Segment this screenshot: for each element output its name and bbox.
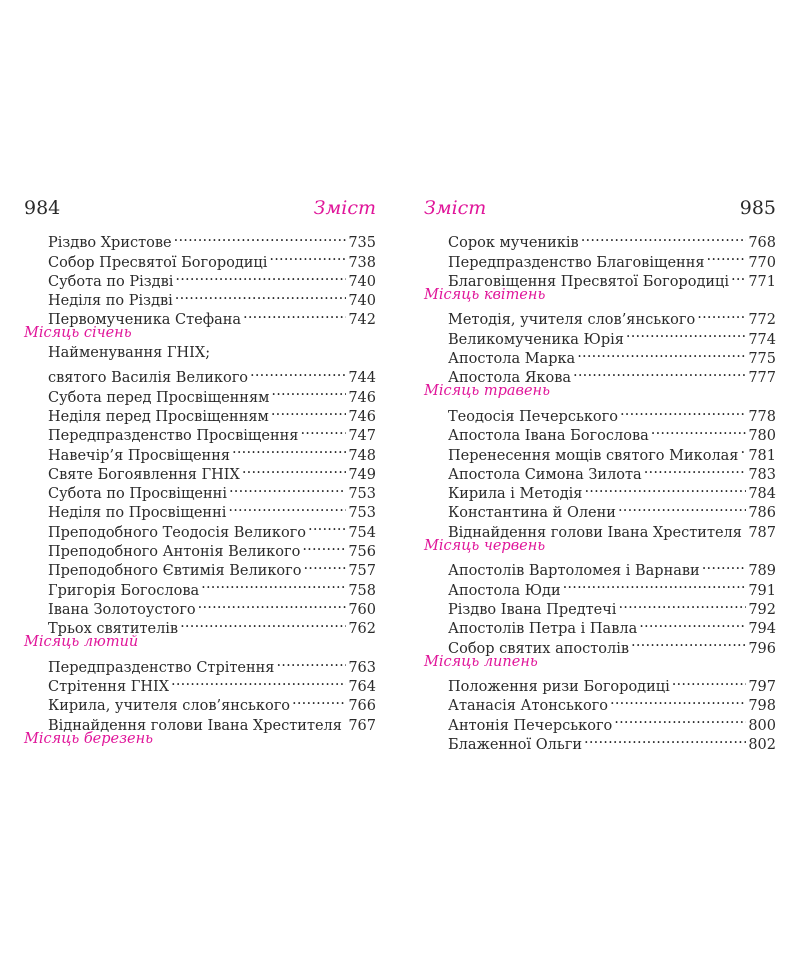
entry-title: Апостолів Вартоломея і Варнави xyxy=(448,563,700,580)
dot-leader xyxy=(577,344,746,363)
entry-page-number: 789 xyxy=(748,563,776,580)
entry-page-number: 802 xyxy=(748,737,776,754)
entry-page-number: 780 xyxy=(748,428,776,445)
entry-title: Апостолів Петра і Павла xyxy=(448,621,638,638)
right-page xyxy=(424,197,776,754)
toc-entry xyxy=(424,402,776,425)
entry-title: Антонія Печерського xyxy=(448,717,613,734)
entry-title: Благовіщення Пресвятої Богородиці xyxy=(448,273,730,290)
entry-title: Методія, учителя слов’янського xyxy=(448,312,696,329)
entry-page-number: 778 xyxy=(748,408,776,425)
entry-page-number: 766 xyxy=(348,698,376,715)
entry-title: Константина й Олени xyxy=(448,505,616,522)
dot-leader xyxy=(584,730,746,749)
entry-page-number: 772 xyxy=(748,312,776,329)
month-heading: Місяць лютий xyxy=(24,634,139,651)
entry-title: Стрітення ГНІХ xyxy=(48,679,170,696)
entry-title: Атанасія Атонського xyxy=(448,698,609,715)
entry-title: Великомученика Юрія xyxy=(448,331,624,348)
dot-leader xyxy=(618,498,746,517)
dot-leader xyxy=(672,672,747,691)
entry-title: Преподобного Теодосія Великого xyxy=(48,524,307,541)
dot-leader xyxy=(232,440,346,459)
running-head xyxy=(24,197,376,225)
entry-title: Святе Богоявлення ГНІХ xyxy=(48,466,240,483)
entry-page-number: 756 xyxy=(348,544,376,561)
running-title: Зміст xyxy=(424,197,487,219)
entry-page-number: 735 xyxy=(348,235,376,252)
dot-leader xyxy=(228,498,346,517)
entry-title: Сорок мучеників xyxy=(448,235,579,252)
dot-leader xyxy=(180,614,346,633)
entry-title: Неділя по Просвіщенні xyxy=(48,505,227,522)
dot-leader xyxy=(651,421,747,440)
entry-page-number: 774 xyxy=(748,331,776,348)
dot-leader xyxy=(644,460,747,479)
entry-page-number: 791 xyxy=(748,582,776,599)
dot-leader xyxy=(744,517,746,536)
dot-leader xyxy=(573,363,746,382)
dot-leader xyxy=(242,460,346,479)
dot-leader xyxy=(618,595,746,614)
dot-leader xyxy=(201,575,346,594)
entry-title: Перенесення мощів святого Миколая xyxy=(448,447,739,464)
entry-title: Різдво Христове xyxy=(48,235,172,252)
dot-leader xyxy=(308,517,346,536)
entry-title: Кирила, учителя слов’янського xyxy=(48,698,291,715)
entry-title: Субота по Просвіщенні xyxy=(48,486,227,503)
dot-leader xyxy=(302,537,346,556)
entry-title: Трьох святителів xyxy=(48,621,179,638)
entry-title: Івана Золотоустого xyxy=(48,601,196,618)
dot-leader xyxy=(292,691,346,710)
entry-page-number: 792 xyxy=(748,601,776,618)
entry-title: Преподобного Антонія Великого xyxy=(48,544,301,561)
page-number: 985 xyxy=(739,197,776,219)
toc-entry xyxy=(24,363,376,387)
toc-entry xyxy=(424,305,776,329)
month-heading: Місяць травень xyxy=(424,383,550,400)
month-heading: Місяць липень xyxy=(424,653,538,670)
entry-page-number: 783 xyxy=(748,466,776,483)
entry-title: Неділя перед Просвіщенням xyxy=(48,408,269,425)
entry-page-number: 757 xyxy=(348,563,376,580)
dot-leader xyxy=(614,710,746,729)
dot-leader xyxy=(229,479,346,498)
dot-leader xyxy=(271,382,346,401)
dot-leader xyxy=(631,633,746,652)
entry-page-number: 748 xyxy=(348,447,376,464)
dot-leader xyxy=(198,595,347,614)
entry-page-number: 753 xyxy=(348,486,376,503)
toc-entry xyxy=(24,653,376,676)
entry-title: Собор Пресвятої Богородиці xyxy=(48,254,268,271)
entry-page-number: 742 xyxy=(348,312,376,329)
entry-page-number: 747 xyxy=(348,428,376,445)
entry-page-number: 768 xyxy=(748,235,776,252)
entry-page-number: 787 xyxy=(748,524,776,541)
dot-leader xyxy=(271,402,347,421)
entry-page-number: 740 xyxy=(348,293,376,310)
entry-page-number: 800 xyxy=(748,717,776,734)
toc-entry xyxy=(424,672,776,696)
entry-page-number: 746 xyxy=(348,408,376,425)
entry-title: Блаженної Ольги xyxy=(448,737,582,754)
table-of-contents xyxy=(424,228,776,754)
toc-entry xyxy=(424,228,776,252)
entry-page-number: 798 xyxy=(748,698,776,715)
entry-page-number: 760 xyxy=(348,601,376,618)
dot-leader xyxy=(175,286,347,305)
entry-page-number: 786 xyxy=(748,505,776,522)
entry-page-number: 763 xyxy=(348,659,376,676)
dot-leader xyxy=(697,305,746,324)
entry-page-number: 753 xyxy=(348,505,376,522)
dot-leader xyxy=(620,402,746,421)
entry-title: Кирила і Методія xyxy=(448,486,583,503)
entry-title: Неділя по Різдві xyxy=(48,293,173,310)
left-page xyxy=(24,197,376,749)
entry-page-number: 784 xyxy=(748,486,776,503)
dot-leader xyxy=(731,267,746,286)
entry-page-number: 777 xyxy=(748,370,776,387)
dot-leader xyxy=(707,247,747,266)
page-number: 984 xyxy=(24,197,61,219)
dot-leader xyxy=(174,228,347,247)
entry-title: Апостола Юди xyxy=(448,582,561,599)
dot-leader xyxy=(243,305,346,324)
entry-page-number: 740 xyxy=(348,273,376,290)
entry-page-number: 758 xyxy=(348,582,376,599)
month-heading: Місяць січень xyxy=(24,325,132,342)
entry-title: Преподобного Євтимія Великого xyxy=(48,563,302,580)
entry-page-number: 738 xyxy=(348,254,376,271)
entry-page-number: 762 xyxy=(348,621,376,638)
entry-title: Віднайдення голови Івана Хрестителя xyxy=(48,717,342,734)
dot-leader xyxy=(740,440,746,459)
entry-title: Первомученика Стефана xyxy=(48,312,242,329)
entry-page-number: 754 xyxy=(348,524,376,541)
entry-title: Апостола Івана Богослова xyxy=(448,428,649,445)
entry-page-number: 770 xyxy=(748,254,776,271)
entry-title: Положення ризи Богородиці xyxy=(448,679,670,696)
entry-title: Передпразденство Благовіщення xyxy=(448,254,705,271)
dot-leader xyxy=(300,421,346,440)
entry-title: Апостола Симона Зилота xyxy=(448,466,642,483)
entry-page-number: 749 xyxy=(348,466,376,483)
month-heading: Місяць квітень xyxy=(424,286,546,303)
entry-title: Апостола Якова xyxy=(448,370,572,387)
toc-entry-title-line: Найменування ГНІХ; xyxy=(48,344,211,361)
running-head xyxy=(424,197,776,225)
toc-entry xyxy=(24,228,376,252)
dot-leader xyxy=(702,556,747,575)
entry-title: Віднайдення голови Івана Хрестителя xyxy=(448,524,742,541)
month-heading: Місяць березень xyxy=(24,730,154,747)
dot-leader xyxy=(581,228,747,247)
entry-title: Григорія Богослова xyxy=(48,582,200,599)
entry-title: Навечір’я Просвіщення xyxy=(48,447,231,464)
entry-page-number: 767 xyxy=(348,717,376,734)
dot-leader xyxy=(171,672,346,691)
entry-page-number: 764 xyxy=(348,679,376,696)
entry-page-number: 771 xyxy=(748,273,776,290)
dot-leader xyxy=(626,324,746,343)
dot-leader xyxy=(639,614,746,633)
entry-title: Собор святих апостолів xyxy=(448,640,630,657)
toc-entry xyxy=(424,556,776,580)
dot-leader xyxy=(563,575,747,594)
entry-title: Різдво Івана Предтечі xyxy=(448,601,617,618)
dot-leader xyxy=(175,267,346,286)
entry-title: святого Василія Великого xyxy=(48,370,249,387)
entry-title: Теодосія Печерського xyxy=(448,408,618,425)
entry-page-number: 744 xyxy=(348,370,376,387)
entry-title: Передпразденство Стрітення xyxy=(48,659,275,676)
month-heading: Місяць червень xyxy=(424,537,546,554)
entry-title: Передпразденство Просвіщення xyxy=(48,428,299,445)
entry-page-number: 781 xyxy=(748,447,776,464)
running-title: Зміст xyxy=(313,197,376,219)
entry-page-number: 746 xyxy=(348,389,376,406)
entry-title: Апостола Марка xyxy=(448,351,576,368)
entry-title: Субота перед Просвіщенням xyxy=(48,389,270,406)
entry-page-number: 775 xyxy=(748,351,776,368)
dot-leader xyxy=(303,556,346,575)
entry-page-number: 797 xyxy=(748,679,776,696)
dot-leader xyxy=(584,479,746,498)
dot-leader xyxy=(344,710,346,729)
dot-leader xyxy=(250,363,346,382)
dot-leader xyxy=(610,691,746,710)
entry-page-number: 794 xyxy=(748,621,776,638)
entry-title: Субота по Різдві xyxy=(48,273,174,290)
entry-page-number: 796 xyxy=(748,640,776,657)
dot-leader xyxy=(269,247,346,266)
dot-leader xyxy=(276,653,346,672)
table-of-contents xyxy=(24,228,376,749)
